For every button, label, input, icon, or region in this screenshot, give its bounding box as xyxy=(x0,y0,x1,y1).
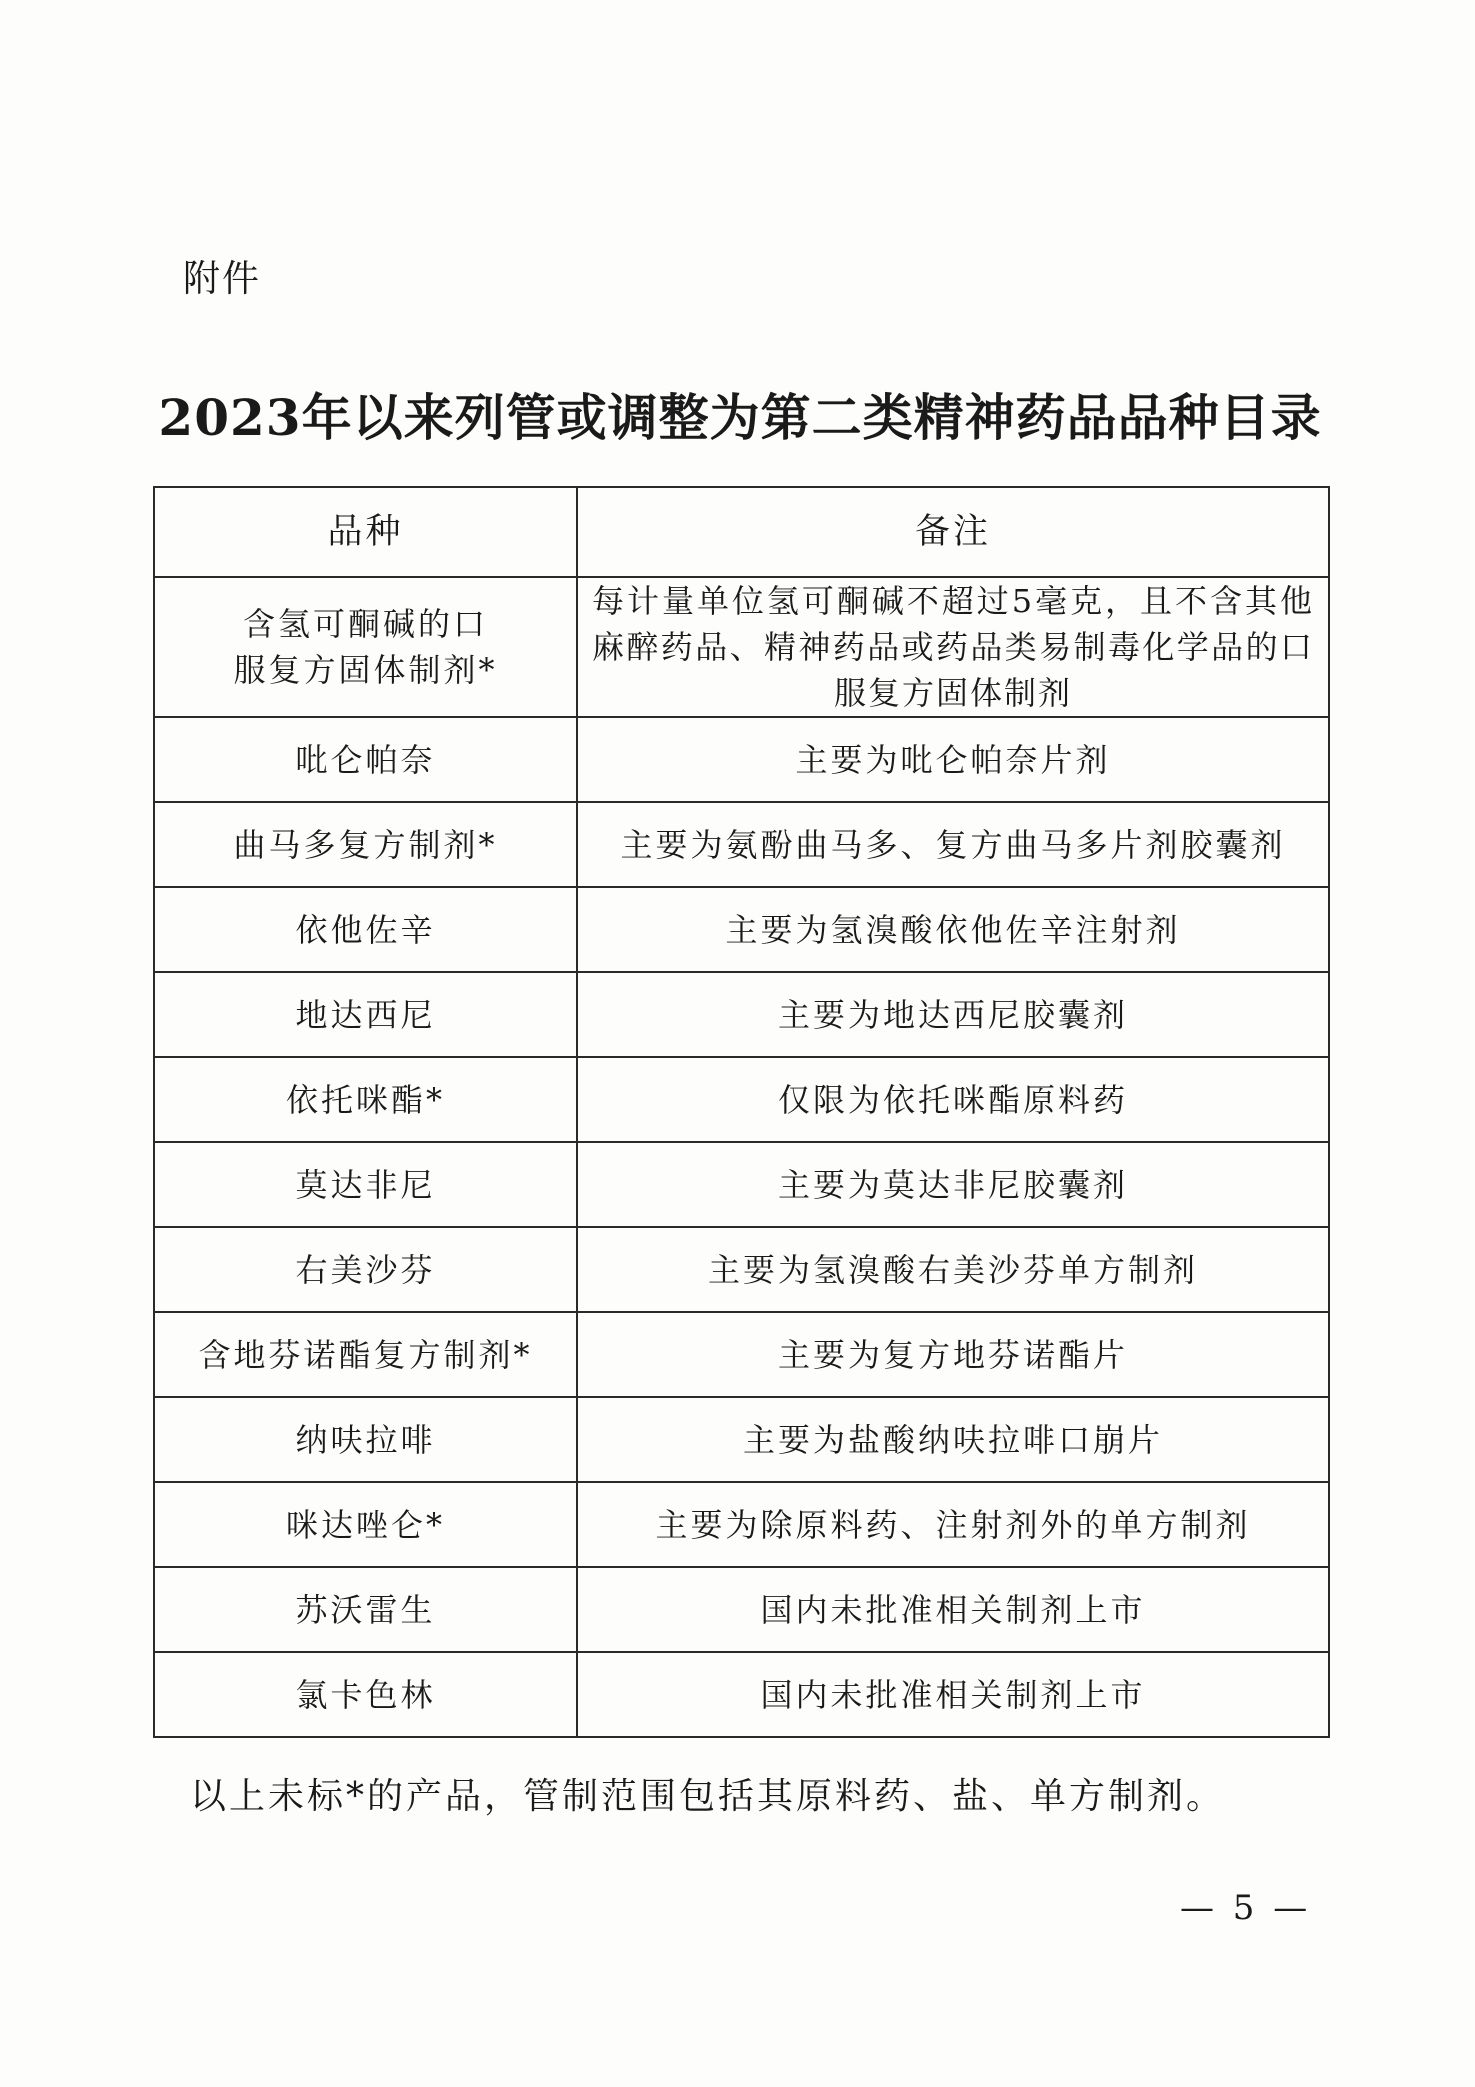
header-variety: 品种 xyxy=(154,487,577,577)
note-cell: 主要为地达西尼胶囊剂 xyxy=(577,972,1329,1057)
variety-cell xyxy=(154,577,577,717)
note-cell: 仅限为依托咪酯原料药 xyxy=(577,1057,1329,1142)
note-cell: 主要为盐酸纳呋拉啡口崩片 xyxy=(577,1397,1329,1482)
variety-cell: 含地芬诺酯复方制剂* xyxy=(154,1312,577,1397)
note-text: 每计量单位氢可酮碱不超过5毫克，且不含其他麻醉药品、精神药品或药品类易制毒化学品的口服复方固体制剂 xyxy=(592,582,1314,712)
variety-catalog-table xyxy=(153,486,1330,1738)
table-row xyxy=(154,577,1329,717)
table-row xyxy=(154,1057,1329,1142)
table-row xyxy=(154,1142,1329,1227)
note-cell: 主要为莫达非尼胶囊剂 xyxy=(577,1142,1329,1227)
table-row xyxy=(154,1397,1329,1482)
variety-cell: 右美沙芬 xyxy=(154,1227,577,1312)
document-title: 2023年以来列管或调整为第二类精神药品品种目录 xyxy=(158,388,1322,447)
table-row xyxy=(154,1482,1329,1567)
variety-cell: 吡仑帕奈 xyxy=(154,717,577,802)
table-row xyxy=(154,887,1329,972)
note-cell: 主要为氢溴酸右美沙芬单方制剂 xyxy=(577,1227,1329,1312)
variety-cell: 纳呋拉啡 xyxy=(154,1397,577,1482)
attachment-label: 附件 xyxy=(183,257,261,300)
variety-cell: 咪达唑仑* xyxy=(154,1482,577,1567)
note-cell: 主要为氨酚曲马多、复方曲马多片剂胶囊剂 xyxy=(577,802,1329,887)
note-cell xyxy=(577,577,1329,717)
table-row xyxy=(154,1567,1329,1652)
table-row xyxy=(154,1312,1329,1397)
variety-cell: 依托咪酯* xyxy=(154,1057,577,1142)
variety-text: 含氢可酮碱的口 服复方固体制剂* xyxy=(233,605,498,689)
note-cell: 主要为除原料药、注射剂外的单方制剂 xyxy=(577,1482,1329,1567)
table-row xyxy=(154,972,1329,1057)
table-row xyxy=(154,717,1329,802)
table-footnote: 以上未标*的产品，管制范围包括其原料药、盐、单方制剂。 xyxy=(190,1776,1226,1817)
table-row xyxy=(154,1227,1329,1312)
header-note: 备注 xyxy=(577,487,1329,577)
variety-cell: 莫达非尼 xyxy=(154,1142,577,1227)
variety-cell: 氯卡色林 xyxy=(154,1652,577,1737)
page-number: — 5 — xyxy=(1180,1888,1312,1928)
variety-cell: 曲马多复方制剂* xyxy=(154,802,577,887)
note-cell: 国内未批准相关制剂上市 xyxy=(577,1652,1329,1737)
variety-cell: 苏沃雷生 xyxy=(154,1567,577,1652)
table-row xyxy=(154,1652,1329,1737)
variety-cell: 依他佐辛 xyxy=(154,887,577,972)
note-cell: 主要为复方地芬诺酯片 xyxy=(577,1312,1329,1397)
note-cell: 国内未批准相关制剂上市 xyxy=(577,1567,1329,1652)
table-header-row xyxy=(154,487,1329,577)
note-cell: 主要为吡仑帕奈片剂 xyxy=(577,717,1329,802)
note-cell: 主要为氢溴酸依他佐辛注射剂 xyxy=(577,887,1329,972)
table-row xyxy=(154,802,1329,887)
variety-cell: 地达西尼 xyxy=(154,972,577,1057)
